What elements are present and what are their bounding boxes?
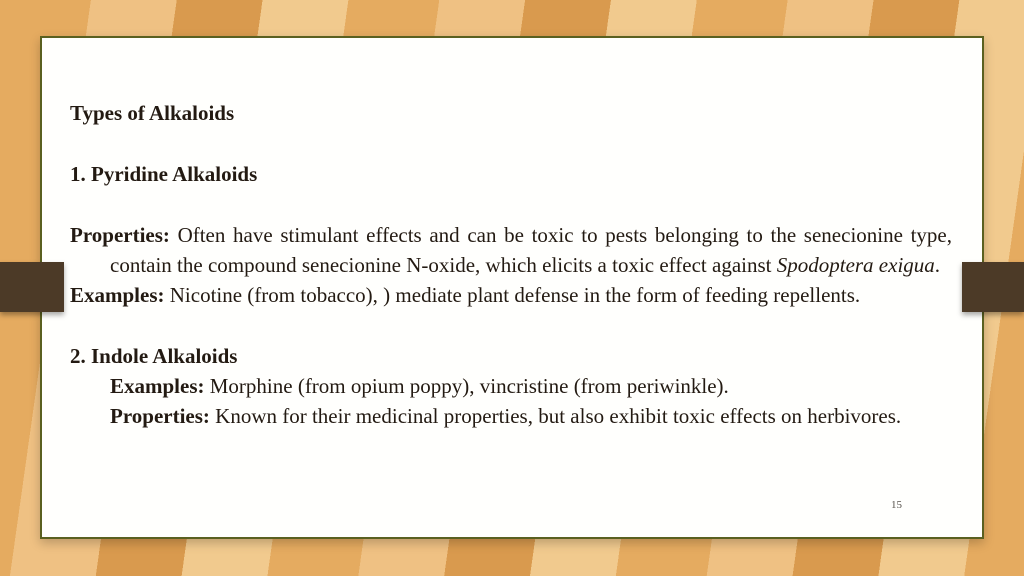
pyridine-section-heading: 1. Pyridine Alkaloids <box>70 162 258 186</box>
slide-title: Types of Alkaloids <box>70 101 235 125</box>
indole-section-heading: 2. Indole Alkaloids <box>70 344 238 368</box>
slide-content <box>70 98 952 431</box>
pyridine-examples-paragraph: Examples: Nicotine (from tobacco), ) mediate plant defense in the form of feeding repellents. <box>70 283 861 307</box>
indole-examples-paragraph: Examples: Morphine (from opium poppy), vincristine (from periwinkle). <box>110 374 729 398</box>
slide <box>40 36 984 539</box>
page-number: 15 <box>891 499 902 511</box>
left-bookmark-tab-decoration <box>0 262 64 312</box>
pyridine-properties-paragraph: Properties: Often have stimulant effects and can be toxic to pests belonging to the senecionine type, contain the compound senecionine N-oxide, which elicits a toxic effect against Spodoptera exigua. <box>70 223 952 277</box>
indole-properties-paragraph: Properties: Known for their medicinal properties, but also exhibit toxic effects on herbivores. <box>110 404 902 428</box>
right-bookmark-tab-decoration <box>962 262 1024 312</box>
